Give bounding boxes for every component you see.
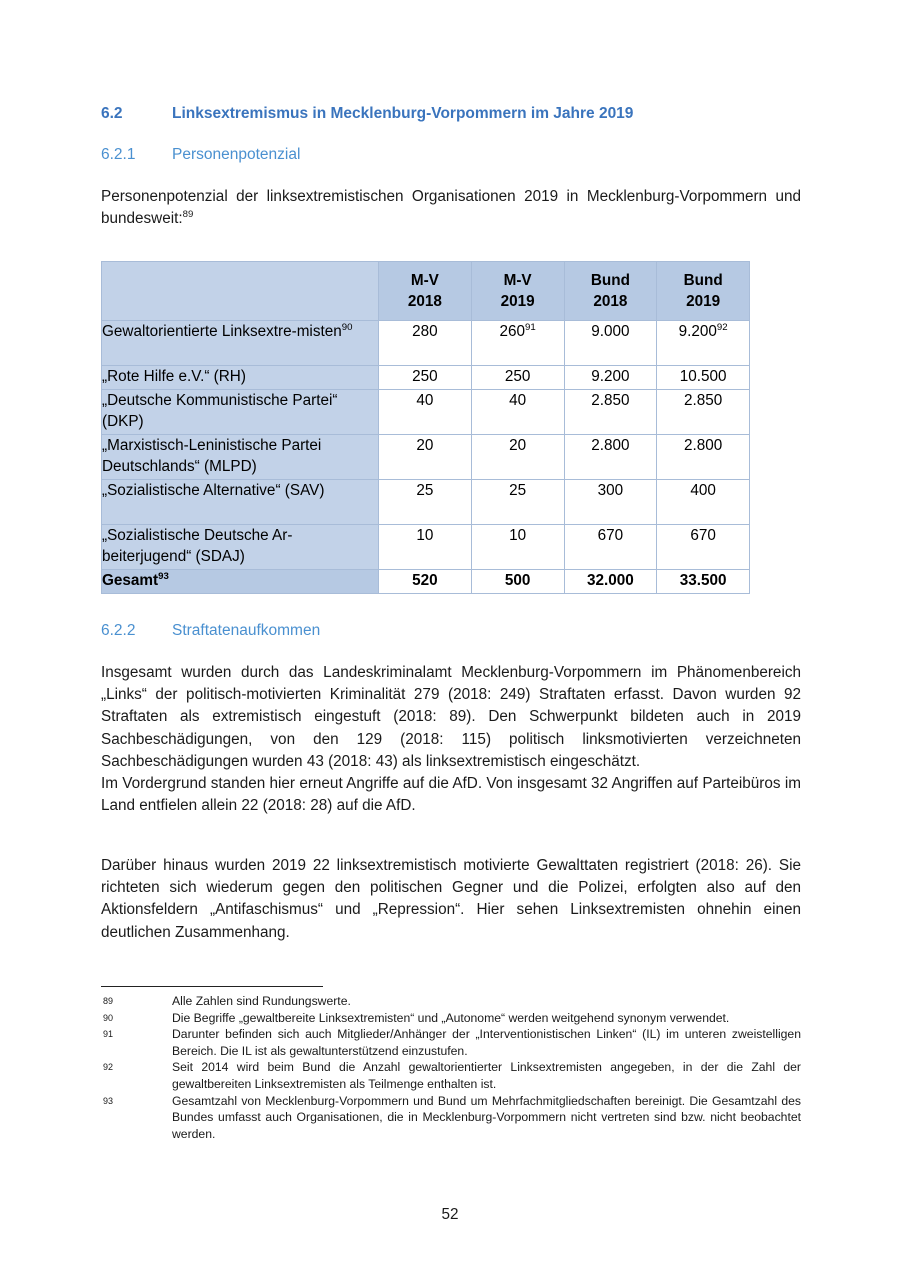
row-label-text: „Sozialistische Deutsche Ar-beiterjugend“ (SDAJ) [102,527,293,565]
footnote-text: Darunter befinden sich auch Mitglieder/Anhänger der „Interventionistischen Linken“ (IL) im unteren zweistelligen Bereich. Die IL ist als gewaltunterstützend einzustufen. [172,1027,801,1058]
row-label-text: „Rote Hilfe e.V.“ (RH) [102,368,246,385]
cell-value: 2.800 [591,437,630,454]
paragraph-gewalttaten: Darüber hinaus wurden 2019 22 linksextremistisch motivierte Gewalttaten registriert (2018: 26). Sie richteten sich wiederum gegen den politischen Gegner und die Polizei, erfolgten also auf den Aktionsfeldern „Antifaschismus“ und „Repression“. Hier sehen Linksextremisten ohnehin einen deutlichen Zusammenhang. [101,857,801,941]
total-label-text: Gesamt [102,572,159,589]
header-line2: 2019 [686,293,721,310]
cell-value: 300 [597,482,624,499]
row-label [102,480,379,525]
cell-value: 2.850 [591,392,630,409]
table-body [102,321,750,594]
cell-value: 2.800 [683,437,723,454]
cell-value: 25 [416,482,434,499]
footnote-list [101,993,801,1142]
cell-value: 9.200 [678,323,717,340]
total-bund-2018 [564,570,657,594]
row-label [102,321,379,366]
cell-value: 520 [412,572,438,589]
cell-value: 40 [416,392,434,409]
cell-value: 9.000 [591,323,630,340]
section-heading-6-2 [101,105,801,123]
header-line2: 2018 [593,293,628,310]
cell-bund-2019 [657,435,750,480]
footnote-92 [101,1059,801,1092]
section-heading-6-2-1 [101,146,801,164]
section-number-6-2: 6.2 [101,105,123,122]
cell-value: 2.850 [683,392,723,409]
table-row [102,366,750,390]
cell-value: 20 [509,437,527,454]
row-label [102,435,379,480]
table-row [102,525,750,570]
row-label-text: „Marxistisch-Leninistische Partei Deutschlands“ (MLPD) [102,437,322,475]
row-label [102,390,379,435]
cell-mv-2018 [379,366,472,390]
table-row [102,435,750,480]
intro-paragraph [101,186,801,230]
cell-mv-2019 [471,525,564,570]
cell-mv-2019 [471,480,564,525]
table-header-bund-2018 [564,262,657,321]
header-line1: M-V [410,272,439,289]
cell-bund-2018 [564,525,657,570]
cell-value: 400 [690,482,716,499]
cell-bund-2019 [657,321,750,366]
cell-mv-2019 [471,390,564,435]
cell-bund-2019 [657,366,750,390]
footnote-90 [101,1010,801,1027]
cell-mv-2019 [471,321,564,366]
footnote-mark: 91 [103,1029,114,1040]
table-row [102,390,750,435]
header-line1: M-V [503,272,532,289]
total-mv-2018 [379,570,472,594]
paragraph-straftaten-1: Insgesamt wurden durch das Landeskriminalamt Mecklenburg-Vorpommern im Phänomenbereich „Links“ der politisch-motivierten Kriminalität 279 (2018: 249) Straftaten erfasst. Davon wurden 92 Straftaten als extremistisch eingestuft (2018: 89). Den Schwerpunkt bildeten auch in 2019 Sachbeschädigungen, von den 129 (2018: 115) politisch linksmotivierten verzeichneten Sachbeschädigungen wurden 43 (2018: 43) als linksextremistisch eingeschätzt. [101,664,801,770]
header-line1: Bund [683,272,723,289]
row-label-text: „Deutsche Kommunistische Partei“ (DKP) [102,392,338,430]
row-label-text: Gewaltorientierte Linksextre-misten [102,323,342,340]
header-line1: Bund [590,272,630,289]
cell-value: 250 [504,368,531,385]
header-line2: 2019 [500,293,535,310]
cell-mv-2019 [471,435,564,480]
cell-mv-2018 [379,480,472,525]
section-title-6-2-1: Personenpotenzial [172,146,301,163]
footnote-mark: 93 [103,1095,114,1106]
cell-value: 670 [597,527,624,544]
cell-footnote: 92 [716,321,728,333]
cell-bund-2018 [564,366,657,390]
cell-value: 32.000 [586,572,634,589]
section-heading-6-2-2 [101,622,801,640]
footnote-93 [101,1093,801,1143]
section-title-6-2: Linksextremismus in Mecklenburg-Vorpommern im Jahre 2019 [172,105,634,122]
total-bund-2019 [657,570,750,594]
cell-mv-2018 [379,321,472,366]
cell-value: 500 [504,572,531,589]
table-header-mv-2018 [379,262,472,321]
cell-value: 33.500 [679,572,727,589]
section-number-6-2-1: 6.2.1 [101,146,136,163]
intro-text: Personenpotenzial der linksextremistischen Organisationen 2019 in Mecklenburg-Vorpommern und bundesweit: [101,188,801,228]
cell-mv-2018 [379,390,472,435]
table-row [102,321,750,366]
cell-value: 250 [412,368,438,385]
footnote-text: Alle Zahlen sind Rundungswerte. [172,994,351,1008]
cell-value: 9.200 [591,368,630,385]
table-header-blank [102,262,379,321]
cell-value: 40 [509,392,527,409]
cell-value: 10 [509,527,527,544]
cell-bund-2018 [564,435,657,480]
page-number: 52 [441,1206,459,1223]
cell-value: 280 [412,323,438,340]
footnote-separator [101,986,323,987]
cell-bund-2019 [657,525,750,570]
row-label [102,366,379,390]
footnote-text: Seit 2014 wird beim Bund die Anzahl gewaltorientierter Linksextremisten angegeben, in der die Zahl der gewaltbereiten Linksextremisten als Teilmenge enthalten ist. [172,1060,801,1091]
section-title-6-2-2: Straftatenaufkommen [172,622,321,639]
cell-footnote: 91 [525,321,536,333]
cell-value: 260 [499,323,526,340]
footnote-mark: 90 [103,1012,114,1023]
cell-value: 10 [416,527,434,544]
footnote-ref-89: 89 [182,209,194,221]
header-line2: 2018 [407,293,442,310]
cell-bund-2018 [564,390,657,435]
cell-bund-2019 [657,390,750,435]
table-row [102,480,750,525]
table-total-row [102,570,750,594]
row-label-text: „Sozialistische Alternative“ (SAV) [102,482,325,499]
cell-bund-2019 [657,480,750,525]
total-mv-2019 [471,570,564,594]
cell-value: 670 [690,527,716,544]
cell-mv-2018 [379,435,472,480]
footnote-text: Die Begriffe „gewaltbereite Linksextremisten“ und „Autonome“ werden weitgehend synonym verwendet. [172,1010,730,1025]
table-header-mv-2019 [471,262,564,321]
cell-value: 20 [416,437,434,454]
personenpotenzial-table [101,261,750,594]
footnote-mark: 92 [103,1062,114,1073]
total-label [102,570,379,594]
footnote-91 [101,1026,801,1059]
paragraph-straftaten-2: Im Vordergrund standen hier erneut Angriffe auf die AfD. Von insgesamt 32 Angriffen auf Parteibüros im Land entfielen allein 22 (2018: 28) auf die AfD. [101,775,801,815]
total-label-footnote: 93 [158,570,169,582]
table-header-bund-2019 [657,262,750,321]
footnote-89 [101,993,801,1010]
row-label-footnote: 90 [341,321,353,333]
cell-mv-2018 [379,525,472,570]
cell-value: 10.500 [679,368,727,385]
footnote-mark: 89 [103,996,114,1006]
cell-mv-2019 [471,366,564,390]
cell-value: 25 [509,482,527,499]
cell-bund-2018 [564,480,657,525]
table-header-row [102,262,750,321]
row-label [102,525,379,570]
footnote-text: Gesamtzahl von Mecklenburg-Vorpommern und Bund um Mehrfachmitgliedschaften bereinigt. Die Gesamtzahl des Bundes umfasst auch Organisationen, die in Mecklenburg-Vorpommern nicht vertreten sind bzw. nicht beobachtet werden. [172,1093,801,1141]
section-number-6-2-2: 6.2.2 [101,622,136,639]
cell-bund-2018 [564,321,657,366]
